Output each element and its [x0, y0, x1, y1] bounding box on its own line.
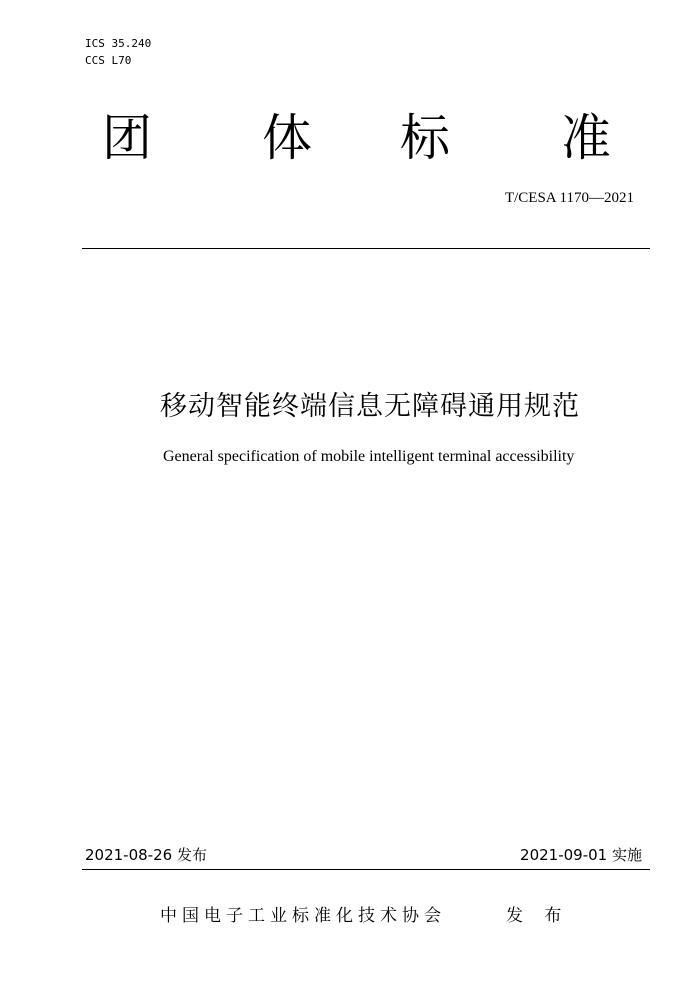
- publishing-organization: 中国电子工业标准化技术协会: [160, 906, 446, 926]
- standard-type-char-2: 体: [262, 109, 312, 167]
- standard-type-char-4: 准: [561, 109, 611, 167]
- standard-number: T/CESA 1170—2021: [504, 190, 634, 206]
- document-title-en: General specification of mobile intelligent terminal accessibility: [163, 448, 575, 465]
- standard-type-char-1: 团: [102, 109, 152, 167]
- ics-code: ICS 35.240: [85, 37, 152, 50]
- footer-divider: [82, 869, 650, 870]
- publish-label: 发 布: [506, 906, 570, 926]
- header-divider: [82, 248, 650, 249]
- ccs-code: CCS L70: [85, 54, 132, 67]
- release-date: 2021-08-26 发布: [85, 846, 207, 864]
- standard-type-char-3: 标: [400, 109, 450, 167]
- effective-date: 2021-09-01 实施: [520, 846, 642, 864]
- document-title-zh: 移动智能终端信息无障碍通用规范: [160, 391, 580, 422]
